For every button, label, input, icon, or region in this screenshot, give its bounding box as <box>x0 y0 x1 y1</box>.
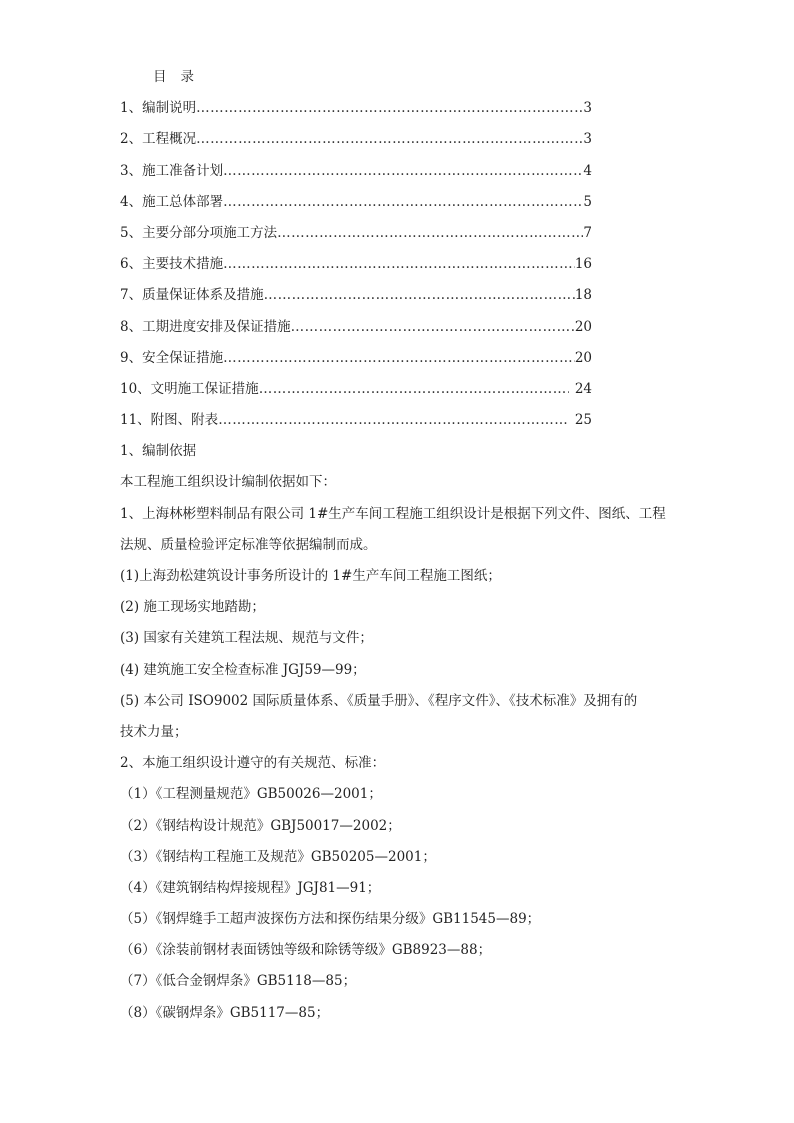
toc-leader-dots <box>223 156 583 187</box>
toc-entry-label: 9、安全保证措施 <box>120 349 224 366</box>
standard-item: （4）《建筑钢结构焊接规程》JGJ81—91； <box>120 879 381 896</box>
basis-item: (4) 建筑施工安全检查标准 JGJ59—99； <box>120 661 366 678</box>
toc-entry-page: 16 <box>574 256 592 273</box>
toc-entry-page: 20 <box>574 318 592 335</box>
basis-item: (3) 国家有关建筑工程法规、规范与文件； <box>120 630 373 647</box>
toc-entry[interactable] <box>120 156 592 187</box>
toc-leader-dots <box>223 249 575 280</box>
toc-entry[interactable] <box>120 280 592 311</box>
toc-title-char: 目 <box>153 69 169 85</box>
toc-leader-dots <box>196 124 583 155</box>
toc-entry-page: 7 <box>583 224 592 241</box>
table-of-contents <box>120 93 690 436</box>
basis-item-continued: 技术力量； <box>120 723 188 740</box>
standard-item: （2）《钢结构设计规范》GBJ50017—2002； <box>120 817 401 834</box>
toc-entry[interactable] <box>120 312 592 343</box>
toc-leader-dots <box>223 343 575 374</box>
toc-entry-label: 6、主要技术措施 <box>120 256 224 273</box>
toc-leader-dots <box>196 93 583 124</box>
toc-leader-dots <box>218 405 569 436</box>
intro-text: 本工程施工组织设计编制依据如下： <box>120 474 336 491</box>
toc-entry-page: 3 <box>583 131 592 148</box>
toc-leader-dots <box>291 312 575 343</box>
toc-entry-label: 5、主要分部分项施工方法 <box>120 224 278 241</box>
standard-item: （1）《工程测量规范》GB50026—2001； <box>120 786 382 803</box>
toc-leader-dots <box>264 280 575 311</box>
toc-entry[interactable] <box>120 405 592 436</box>
toc-entry[interactable] <box>120 187 592 218</box>
toc-title-char: 录 <box>180 69 196 85</box>
toc-leader-dots <box>223 187 583 218</box>
toc-entry-page: 5 <box>583 193 592 210</box>
toc-entry[interactable] <box>120 218 592 249</box>
toc-leader-dots <box>259 374 569 405</box>
standard-item: （8）《碳钢焊条》GB5117—85； <box>120 1004 330 1021</box>
toc-entry-page: 20 <box>574 349 592 366</box>
toc-entry[interactable] <box>120 249 592 280</box>
toc-entry-label: 3、施工准备计划 <box>120 162 224 179</box>
basis-item: (1)上海劲松建筑设计事务所设计的 1#生产车间工程施工图纸； <box>120 568 501 584</box>
toc-entry-label: 8、工期进度安排及保证措施 <box>120 318 291 335</box>
toc-title <box>120 62 690 93</box>
toc-entry-label: 1、编制说明 <box>120 100 197 117</box>
standard-item: （5）《钢焊缝手工超声波探伤方法和探伤结果分级》GB11545—89； <box>120 911 541 928</box>
paragraph-line: 法规、质量检验评定标准等依据编制而成。 <box>120 536 377 553</box>
toc-leader-dots <box>277 218 583 249</box>
paragraph-line: 1、上海林彬塑料制品有限公司 1#生产车间工程施工组织设计是根据下列文件、图纸、工程 <box>120 505 666 522</box>
basis-item: (5) 本公司 ISO9002 国际质量体系、《质量手册》、《程序文件》、《技术标准》及拥有的 <box>120 692 638 709</box>
toc-entry[interactable] <box>120 124 592 155</box>
standard-item: （3）《钢结构工程施工及规范》GB50205—2001； <box>120 848 436 865</box>
basis-item: (2) 施工现场实地踏勘； <box>120 599 265 616</box>
toc-entry[interactable] <box>120 374 592 405</box>
toc-entry[interactable] <box>120 93 592 124</box>
toc-entry-page: 3 <box>583 100 592 117</box>
document-page <box>120 62 690 1029</box>
section-heading: 1、编制依据 <box>120 443 197 460</box>
toc-entry-page: 18 <box>574 287 592 304</box>
toc-entry[interactable] <box>120 343 592 374</box>
section-heading: 2、本施工组织设计遵守的有关规范、标准： <box>120 755 386 772</box>
toc-entry-label: 2、工程概况 <box>120 131 197 148</box>
toc-entry-label: 10、文明施工保证措施 <box>120 380 259 397</box>
standard-item: （7）《低合金钢焊条》GB5118—85； <box>120 973 357 990</box>
toc-entry-page: 25 <box>574 412 592 429</box>
standard-item: （6）《涂装前钢材表面锈蚀等级和除锈等级》GB8923—88； <box>120 942 492 959</box>
toc-entry-label: 7、质量保证体系及措施 <box>120 287 264 304</box>
toc-entry-page: 4 <box>583 162 592 179</box>
toc-entry-label: 11、附图、附表 <box>120 412 219 429</box>
toc-entry-label: 4、施工总体部署 <box>120 193 224 210</box>
toc-entry-page: 24 <box>574 380 592 397</box>
